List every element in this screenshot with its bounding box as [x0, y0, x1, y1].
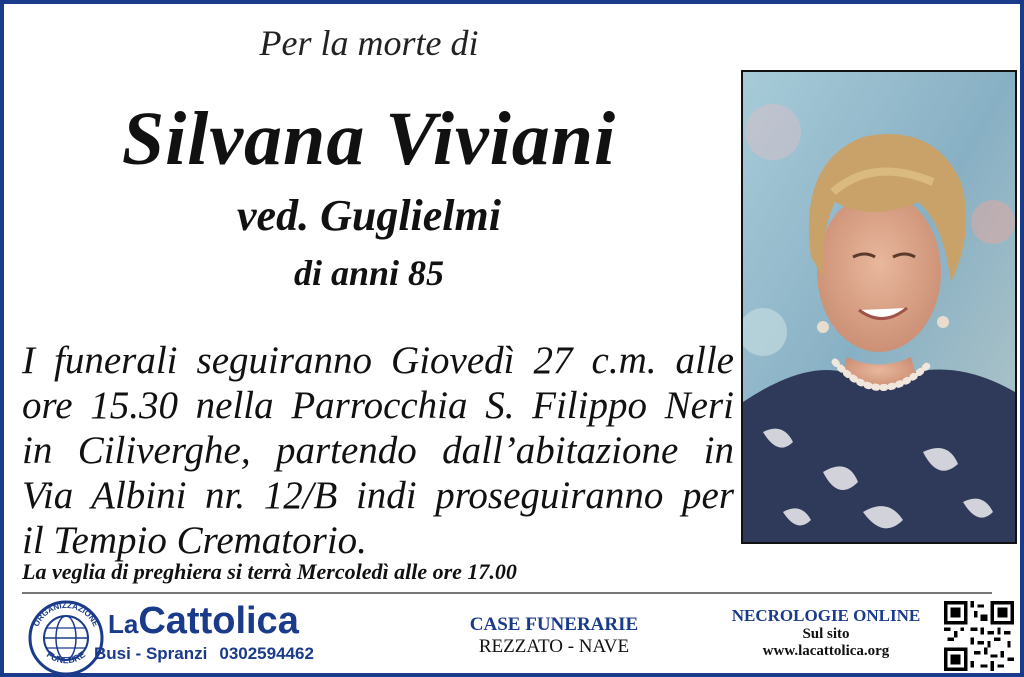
online-title: NECROLOGIE ONLINE [731, 606, 921, 625]
portrait-image [743, 72, 1015, 542]
brand-title: Cattolica [138, 600, 299, 642]
footer-divider [22, 592, 992, 594]
funeral-details [22, 338, 734, 563]
age-text: di anni 85 [293, 253, 445, 293]
funeral-houses [434, 614, 674, 658]
qr-code-icon[interactable] [944, 601, 1014, 671]
brand-prefix: La [108, 609, 139, 639]
online-sub: Sul sito [802, 626, 850, 642]
funeral-line: ore 15.30 nella Parrocchia S. Filippo Neri [22, 384, 734, 427]
houses-title: CASE FUNERARIE [469, 614, 639, 635]
online-obituaries [714, 606, 938, 660]
houses-locations: REZZATO - NAVE [478, 636, 630, 657]
organizzazione-funebre-globe-logo [26, 598, 106, 676]
brand-owners: Busi - Spranzi [94, 644, 208, 663]
intro-text: Per la morte di [259, 23, 479, 63]
widow-of: ved. Guglielmi [237, 191, 501, 240]
vigil-text: La veglia di preghiera si terrà Mercoledì alle ore 17.00 [22, 559, 517, 584]
brand-phone: 0302594462 [219, 644, 314, 663]
deceased-name: Silvana Viviani [121, 97, 617, 181]
brand-contact [94, 644, 314, 664]
online-url[interactable]: www.lacattolica.org [762, 643, 890, 659]
brand-name [108, 600, 299, 643]
funeral-line: in Ciliverghe, partendo dall’abitazione in [22, 429, 734, 472]
svg-text:ORGANIZZAZIONE: ORGANIZZAZIONE [31, 600, 101, 629]
funeral-line: il Tempio Crematorio. [22, 519, 367, 562]
funeral-line: I funerali seguiranno Giovedì 27 c.m. alle [22, 339, 734, 382]
funeral-line: Via Albini nr. 12/B indi proseguiranno per [22, 474, 734, 517]
svg-text:FUNEBRE: FUNEBRE [44, 649, 88, 666]
portrait-photo [741, 70, 1017, 544]
